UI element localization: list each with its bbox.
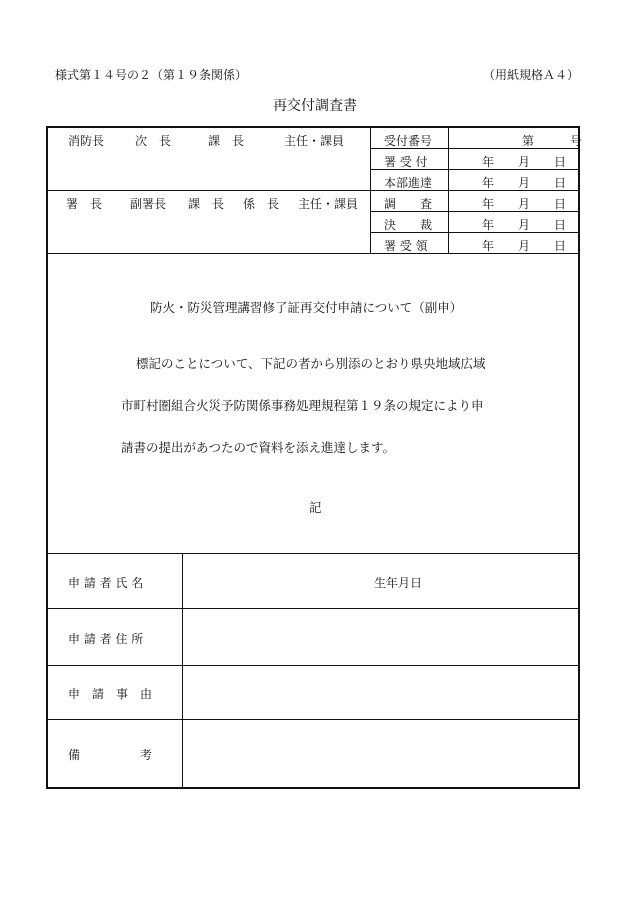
approval-chief: 消防長	[68, 134, 105, 148]
applicant-name-label: 申 請 者 氏 名	[68, 576, 144, 590]
processing-value: 年 月 日	[482, 218, 567, 232]
approval-staff: 主任・課員	[284, 134, 345, 148]
applicant-address-label: 申 請 者 住 所	[68, 632, 144, 646]
approval-unit-chief: 係 長	[243, 197, 280, 211]
processing-label: 署 受 領	[384, 239, 428, 253]
birth-date-label: 生年月日	[374, 576, 423, 590]
processing-label: 本部進達	[384, 176, 433, 190]
application-reason-label: 申 請 事 由	[68, 687, 153, 701]
approval-station-chief: 署 長	[66, 197, 103, 211]
processing-value: 年 月 日	[482, 176, 567, 190]
form-table	[46, 126, 583, 789]
body-paragraph-line-3: 請書の提出があつたので資料を添え進達します。	[121, 440, 396, 455]
processing-label: 決 裁	[384, 218, 433, 232]
processing-value: 第 号	[522, 134, 583, 148]
remarks-label: 備 考	[68, 748, 153, 762]
paper-size: （用紙規格Ａ４）	[483, 68, 580, 82]
body-paragraph-line-1: 標記のことについて、下記の者から別添のとおり県央地域広域	[136, 356, 486, 371]
approval-section-chief-2: 課 長	[188, 197, 225, 211]
document-title: 再交付調査書	[273, 98, 357, 114]
body-paragraph-line-2: 市町村圏組合火災予防関係事務処理規程第１９条の規定により申	[121, 398, 484, 413]
approval-deputy-station-chief: 副署長	[130, 197, 167, 211]
processing-label: 署 受 付	[384, 155, 428, 169]
processing-value: 年 月 日	[482, 197, 567, 211]
ki-mark: 記	[309, 500, 322, 515]
form-number: 様式第１４号の２（第１９条関係）	[55, 68, 248, 82]
approval-deputy-chief: 次 長	[135, 134, 172, 148]
processing-value: 年 月 日	[482, 239, 567, 253]
subject-line: 防火・防災管理講習修了証再交付申請について（副申）	[150, 300, 463, 315]
processing-label: 受付番号	[384, 134, 433, 148]
processing-value: 年 月 日	[482, 155, 567, 169]
processing-label: 調 査	[384, 197, 433, 211]
approval-staff-2: 主任・課員	[298, 197, 359, 211]
approval-section-chief: 課 長	[208, 134, 245, 148]
